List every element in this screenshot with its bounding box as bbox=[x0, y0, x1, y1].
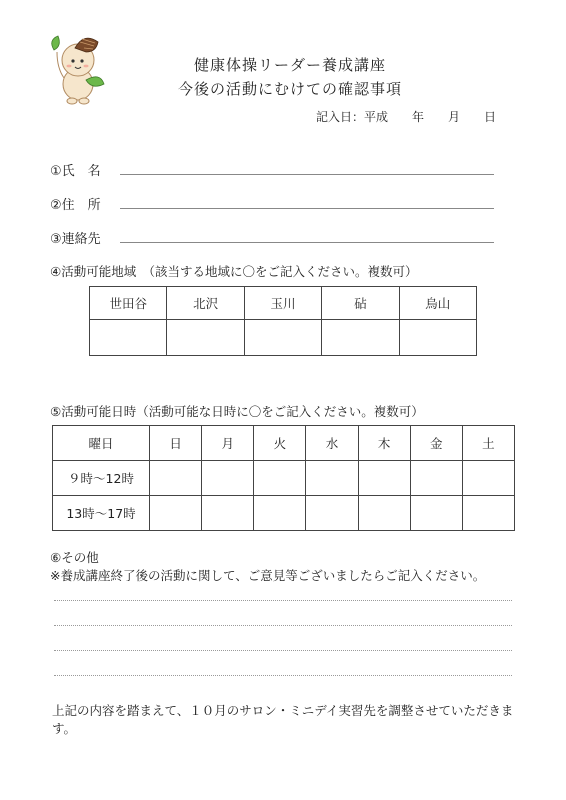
comment-line[interactable] bbox=[54, 675, 512, 676]
time-entry-cell[interactable] bbox=[358, 496, 410, 531]
time-entry-cell[interactable] bbox=[462, 496, 514, 531]
time-entry-cell[interactable] bbox=[462, 461, 514, 496]
address-label: ②住 所 bbox=[50, 198, 101, 213]
time-slot-label: 13時～17時 bbox=[53, 496, 150, 531]
time-entry-cell[interactable] bbox=[202, 461, 254, 496]
time-entry-cell[interactable] bbox=[150, 496, 202, 531]
weekday-header: 土 bbox=[462, 426, 514, 461]
time-entry-cell[interactable] bbox=[254, 461, 306, 496]
name-label: ①氏 名 bbox=[50, 164, 101, 179]
time-entry-cell[interactable] bbox=[410, 461, 462, 496]
weekday-header: 火 bbox=[254, 426, 306, 461]
other-note: ※養成講座終了後の活動に関して、ご意見等ございましたらご記入ください。 bbox=[50, 568, 486, 583]
other-heading: ⑥その他 bbox=[50, 550, 99, 565]
time-table bbox=[52, 425, 515, 531]
time-entry-cell[interactable] bbox=[150, 461, 202, 496]
area-column-header: 北沢 bbox=[167, 287, 244, 320]
form-title: 健康体操リーダー養成講座 bbox=[193, 56, 386, 74]
area-column-header: 烏山 bbox=[399, 287, 476, 320]
contact-entry-line[interactable] bbox=[120, 242, 494, 243]
time-entry-cell[interactable] bbox=[306, 461, 358, 496]
comment-line[interactable] bbox=[54, 600, 512, 601]
weekday-header: 日 bbox=[150, 426, 202, 461]
time-entry-cell[interactable] bbox=[254, 496, 306, 531]
weekday-corner-header: 曜日 bbox=[53, 426, 150, 461]
table-row bbox=[53, 461, 515, 496]
area-column-header: 砧 bbox=[322, 287, 399, 320]
contact-label: ③連絡先 bbox=[50, 232, 101, 247]
comment-line[interactable] bbox=[54, 650, 512, 651]
area-entry-cell[interactable] bbox=[399, 320, 476, 356]
address-entry-line[interactable] bbox=[120, 208, 494, 209]
weekday-header: 金 bbox=[410, 426, 462, 461]
area-heading: ④活動可能地域 （該当する地域に〇をご記入ください。複数可） bbox=[50, 264, 418, 279]
area-column-header: 玉川 bbox=[244, 287, 321, 320]
area-entry-cell[interactable] bbox=[322, 320, 399, 356]
time-slot-label: ９時～12時 bbox=[53, 461, 150, 496]
area-entry-cell[interactable] bbox=[244, 320, 321, 356]
comment-line[interactable] bbox=[54, 625, 512, 626]
weekday-header: 木 bbox=[358, 426, 410, 461]
time-entry-cell[interactable] bbox=[202, 496, 254, 531]
weekday-header: 月 bbox=[202, 426, 254, 461]
weekday-header: 水 bbox=[306, 426, 358, 461]
time-entry-cell[interactable] bbox=[410, 496, 462, 531]
table-row bbox=[53, 496, 515, 531]
form-subtitle: 今後の活動にむけての確認事項 bbox=[177, 80, 402, 98]
time-heading: ⑤活動可能日時（活動可能な日時に〇をご記入ください。複数可） bbox=[50, 404, 424, 419]
area-entry-cell[interactable] bbox=[90, 320, 167, 356]
mascot-illustration bbox=[48, 28, 110, 108]
area-table bbox=[89, 286, 477, 356]
closing-note: 上記の内容を踏まえて、１０月のサロン・ミニデイ実習先を調整させていただきます。 bbox=[52, 703, 514, 736]
time-entry-cell[interactable] bbox=[358, 461, 410, 496]
name-entry-line[interactable] bbox=[120, 174, 494, 175]
area-column-header: 世田谷 bbox=[90, 287, 167, 320]
area-entry-cell[interactable] bbox=[167, 320, 244, 356]
entry-date-label: 記入日：平成 年 月 日 bbox=[316, 110, 497, 124]
time-entry-cell[interactable] bbox=[306, 496, 358, 531]
